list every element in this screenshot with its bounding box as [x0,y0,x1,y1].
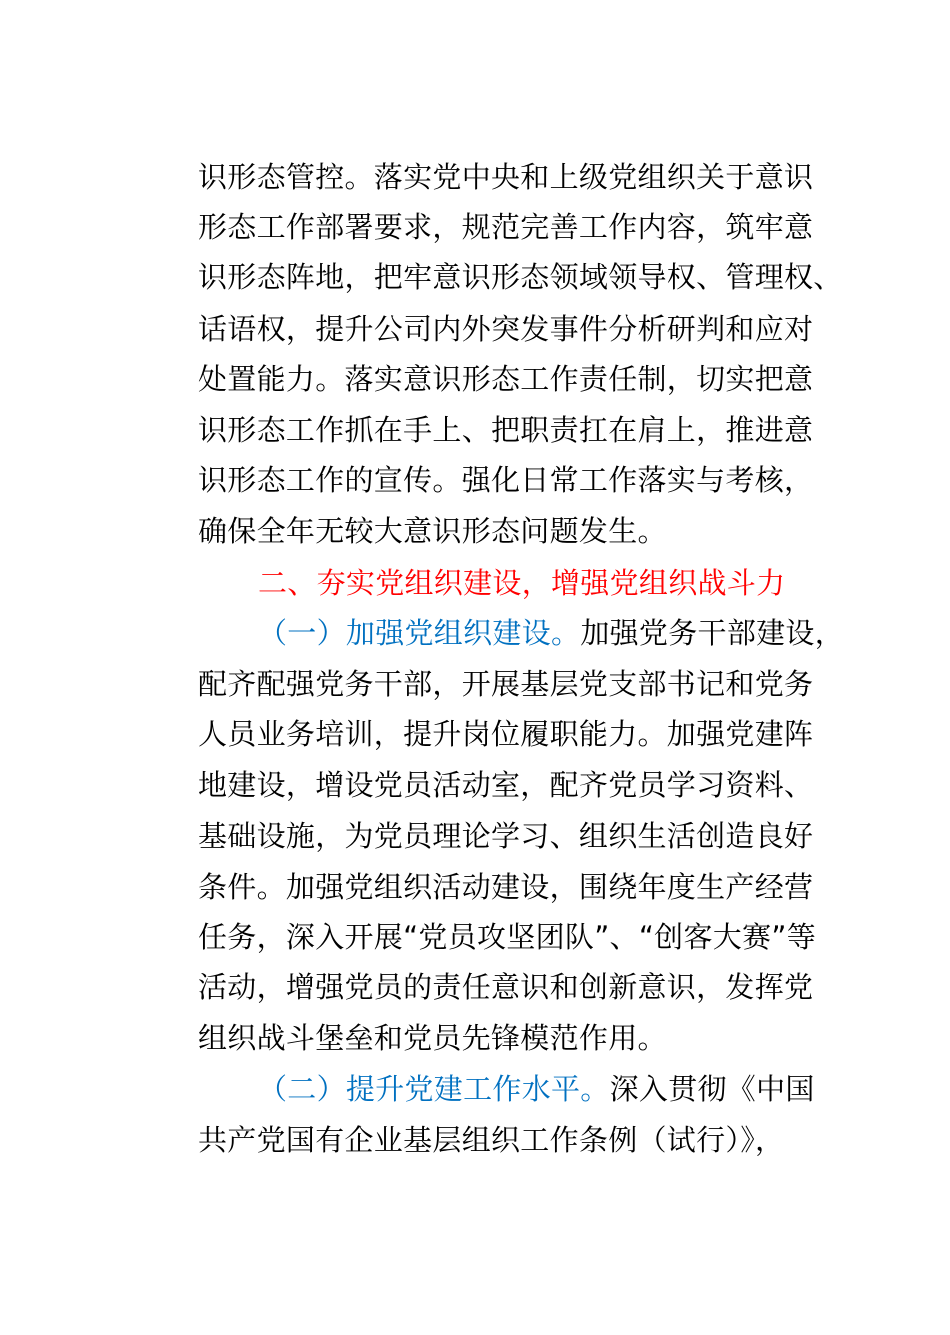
subsection-heading: （一）加强党组织建设。 [258,616,581,650]
paragraph-line: 确保全年无较大意识形态问题发生。 [198,514,667,548]
section-heading: 二、夯实党组织建设，增强党组织战斗力 [258,566,786,600]
subsection-line [258,616,844,650]
paragraph-line: 处置能力。落实意识形态工作责任制，切实把意 [198,362,814,396]
paragraph-line: 组织战斗堡垒和党员先锋模范作用。 [198,1021,667,1055]
subsection-heading: （二）提升党建工作水平。 [258,1072,610,1106]
paragraph-line: 识形态管控。落实党中央和上级党组织关于意识 [198,160,814,194]
subsection-line [258,1072,815,1106]
paragraph-line: 活动，增强党员的责任意识和创新意识，发挥党 [198,970,814,1004]
paragraph-line: 识形态阵地，把牢意识形态领域领导权、管理权、 [198,260,843,294]
paragraph-line: 基础设施，为党员理论学习、组织生活创造良好 [198,819,814,853]
paragraph-line: 话语权，提升公司内外突发事件分析研判和应对 [198,312,814,346]
subsection-text: 深入贯彻《中国 [609,1072,815,1106]
subsection-text: 加强党务干部建设， [580,616,845,650]
paragraph-line: 识形态工作的宣传。强化日常工作落实与考核， [198,463,814,497]
paragraph-line: 形态工作部署要求，规范完善工作内容，筑牢意 [198,210,814,244]
paragraph-line: 任务，深入开展“党员攻坚团队”、“创客大赛”等 [198,920,816,954]
paragraph-line: 地建设，增设党员活动室，配齐党员学习资料、 [198,768,814,802]
paragraph-line: 条件。加强党组织活动建设，围绕年度生产经营 [198,870,814,904]
paragraph-line: 共产党国有企业基层组织工作条例（试行）》， [198,1123,785,1157]
paragraph-line: 识形态工作抓在手上、把职责扛在肩上，推进意 [198,413,814,447]
paragraph-line: 人员业务培训，提升岗位履职能力。加强党建阵 [198,717,814,751]
paragraph-line: 配齐配强党务干部，开展基层党支部书记和党务 [198,667,814,701]
